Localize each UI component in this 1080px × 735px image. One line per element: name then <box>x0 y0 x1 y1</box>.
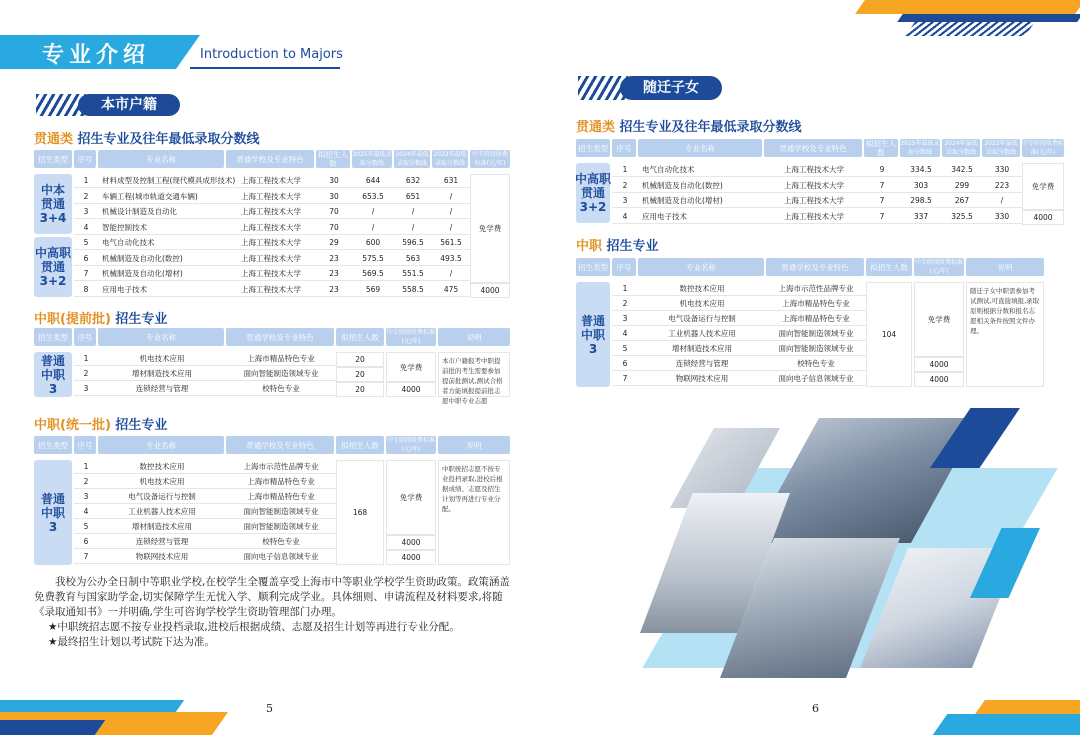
table-cell: / <box>411 222 415 232</box>
table-cell: 2 <box>83 369 89 378</box>
table-cell: 267 <box>954 196 970 205</box>
table-header-cell: 专业名称 <box>98 328 224 346</box>
table-guantong <box>34 150 512 300</box>
table-cell: 9 <box>879 165 885 174</box>
table-cell: 1 <box>622 284 628 293</box>
tag-suiqian: 随迁子女 <box>620 76 722 100</box>
table-cell: 增材制造技术应用 <box>672 344 732 353</box>
table-row <box>74 236 470 250</box>
footer-paragraph: 我校为公办全日制中等职业学校,在校学生全覆盖享受上海市中等职业学校学生资助政策。政策涵盖免费教育与国家助学金,切实保障学生无忧入学、顺利完成学业。具体细则、申请流程及材料要求,将随《录取通知书》一并明确,学生可咨询学校学生资助管理部门办理。 <box>34 576 510 618</box>
photo-collage <box>640 408 1060 693</box>
fee-amount: 4000 <box>914 372 964 387</box>
table-row <box>612 210 1022 224</box>
table-cell: 电气自动化技术 <box>102 238 155 247</box>
table-row <box>612 179 1022 193</box>
table-header-cell: 序号 <box>612 139 636 157</box>
table-cell: 2 <box>622 299 628 308</box>
table-cell: 337 <box>913 211 929 221</box>
table-header-cell: 专业名称 <box>98 150 224 168</box>
count-cell: 104 <box>866 282 912 387</box>
table-cell: 3 <box>83 207 89 216</box>
table-row <box>74 490 336 504</box>
table-cell: 上海工程技术大学 <box>241 253 301 263</box>
footer-text <box>34 575 512 650</box>
table-cell: 29 <box>329 238 339 247</box>
table-cell: 3 <box>83 384 89 393</box>
table-cell: 23 <box>329 269 339 278</box>
table-row <box>74 475 336 489</box>
fee-free: 免学费 <box>470 174 510 283</box>
table-row <box>74 267 470 281</box>
table-cell: 5 <box>83 522 89 531</box>
table-cell: 电气自动化技术 <box>642 165 695 174</box>
fee-amount: 4000 <box>386 535 436 550</box>
table-cell: 电气设备运行与控制 <box>668 314 736 323</box>
table-cell: 面向智能制造领域专业 <box>243 522 319 531</box>
top-right-decoration <box>840 0 1080 40</box>
table-header-cell: 拟招生人数 <box>336 436 384 454</box>
table-cell: 7 <box>879 196 885 205</box>
table-header-cell: 中专阶段收费标准(元/年) <box>386 437 435 453</box>
table-cell: 机械制造及自动化(数控) <box>102 253 183 263</box>
table-header-cell: 招生类型 <box>576 258 610 276</box>
group-label: 普通 中职 3 <box>34 460 72 565</box>
table-header-cell: 贯通学校及专业特色 <box>766 258 864 276</box>
table-cell: 上海工程技术大学 <box>784 180 844 190</box>
table-cell: 7 <box>83 552 89 561</box>
table-row <box>74 520 336 534</box>
table-cell: 325.5 <box>951 211 973 221</box>
group-label: 中高职 贯通 3+2 <box>34 237 72 297</box>
table-cell: 上海工程技术大学 <box>241 207 301 216</box>
table-header-cell: 贯通学校及专业特色 <box>226 436 334 454</box>
table-cell: / <box>449 207 453 216</box>
table-cell: 6 <box>622 359 628 368</box>
table-cell: 8 <box>83 284 89 294</box>
table-header-cell: 说明 <box>438 328 510 346</box>
table-cell: 增材制造技术应用 <box>132 522 192 531</box>
table-header-cell: 拟招生人数 <box>336 328 384 346</box>
table-cell: / <box>449 269 453 278</box>
table-cell: 493.5 <box>440 253 462 263</box>
table-header-cell: 2023年最低录取分数线 <box>433 151 467 167</box>
table-cell: 物联网技术应用 <box>675 374 729 383</box>
table-header-cell: 2023年最低录取分数线 <box>982 139 1020 157</box>
table-header-cell: 贯通学校及专业特色 <box>226 150 314 168</box>
table-cell: 机械制造及自动化(数控) <box>642 180 723 190</box>
table-cell: 334.5 <box>910 165 932 174</box>
table-cell: 面向智能制造领域专业 <box>778 329 854 338</box>
table-cell: / <box>371 207 375 216</box>
table-cell: 上海工程技术大学 <box>784 196 844 205</box>
table-row <box>612 327 866 341</box>
table-header-cell: 招生类型 <box>34 436 72 454</box>
table-row <box>612 312 866 326</box>
table-header-cell: 序号 <box>612 258 636 276</box>
table-header-cell: 说明 <box>438 436 510 454</box>
fee-amount: 4000 <box>386 550 436 565</box>
count-cell: 20 <box>336 382 384 397</box>
count-cell: 168 <box>336 460 384 565</box>
table-cell: 569.5 <box>362 269 384 278</box>
table-cell: 6 <box>83 253 89 263</box>
fee-amount: 4000 <box>470 283 510 298</box>
table-cell: 1 <box>83 462 89 471</box>
table-row <box>74 205 470 219</box>
table-cell: 上海市精品特色专业 <box>247 477 315 486</box>
table-cell: 7 <box>83 269 89 278</box>
fee-amount: 4000 <box>386 382 436 397</box>
section-title-guantong-right: 贯通类 招生专业及往年最低录取分数线 <box>576 120 802 135</box>
table-header-cell: 2024年最低录取分数线 <box>942 139 980 157</box>
table-header-cell: 专业名称 <box>638 139 762 157</box>
table-header-cell: 中专阶段收费标准(元/年) <box>471 151 508 167</box>
table-cell: 2 <box>83 477 89 486</box>
table-cell: 上海市精品特色专业 <box>782 314 850 323</box>
fee-free: 免学费 <box>386 460 436 535</box>
table-header-cell: 招生类型 <box>34 328 72 346</box>
table-row <box>74 367 336 381</box>
footer-note-2: ★最终招生计划以考试院下达为准。 <box>48 636 215 648</box>
table-cell: 7 <box>622 374 628 383</box>
table-cell: 330 <box>994 165 1010 174</box>
table-cell: 4 <box>83 222 89 232</box>
table-cell: 303 <box>913 180 929 190</box>
table-cell: 7 <box>879 211 885 221</box>
table-row <box>74 460 336 474</box>
table-cell: 机械设计制造及自动化 <box>102 207 177 216</box>
table-row <box>74 352 336 366</box>
table-header-cell: 序号 <box>74 150 96 168</box>
table-cell: 632 <box>405 176 421 185</box>
table-row <box>74 535 336 549</box>
table-cell: 物联网技术应用 <box>135 552 189 561</box>
fee-amount: 4000 <box>914 357 964 372</box>
table-cell: 上海工程技术大学 <box>241 191 301 201</box>
table-cell: 6 <box>83 537 89 546</box>
table-cell: 1 <box>83 354 89 363</box>
table-cell: 面向智能制造领域专业 <box>778 344 854 353</box>
table-header-cell: 招生类型 <box>34 150 72 168</box>
table-header-cell: 2025年最低录取分数线 <box>352 151 392 167</box>
table-cell: 面向智能制造领域专业 <box>243 369 319 378</box>
table-row <box>74 505 336 519</box>
table-cell: 工业机器人技术应用 <box>668 329 736 338</box>
table-cell: 机械制造及自动化(增材) <box>102 269 183 278</box>
section-title-tiqian: 中职(提前批) 招生专业 <box>34 312 168 327</box>
table-header-cell: 招生类型 <box>576 139 610 157</box>
table-header-cell: 拟招生人数 <box>318 150 348 168</box>
table-cell: 2 <box>622 180 628 190</box>
bottom-right-decoration <box>900 690 1080 735</box>
table-cell: 5 <box>83 238 89 247</box>
table-header-cell: 拟招生人数 <box>866 139 896 157</box>
table-cell: 5 <box>622 344 628 353</box>
table-cell: 299 <box>954 180 970 190</box>
table-cell: 电气设备运行与控制 <box>128 492 196 501</box>
fee-free: 免学费 <box>914 282 964 357</box>
table-cell: 连锁经营与管理 <box>135 537 189 546</box>
table-cell: 面向电子信息领域专业 <box>778 374 854 383</box>
section-title-tongyi: 中职(统一批) 招生专业 <box>34 418 168 433</box>
table-cell: 631 <box>443 176 459 185</box>
table-cell: 3 <box>622 196 628 205</box>
table-cell: 上海工程技术大学 <box>241 238 301 247</box>
header-underline <box>190 67 340 69</box>
table-cell: 上海市示范性品牌专业 <box>778 284 854 293</box>
section-title-zhongzhi: 中职 招生专业 <box>576 239 659 254</box>
fee-amount: 4000 <box>1022 210 1064 225</box>
footer-note-1: ★中职统招志愿不按专业投档录取,进校后根据成绩、志愿及招生计划等再进行专业分配。 <box>48 621 460 633</box>
tag-bendi: 本市户籍 <box>78 94 180 116</box>
table-cell: 653.5 <box>362 191 384 201</box>
bottom-left-decoration <box>0 690 260 735</box>
table-cell: 上海工程技术大学 <box>241 269 301 278</box>
table-cell: 569 <box>365 284 381 294</box>
group-label: 中本 贯通 3+4 <box>34 174 72 234</box>
table-row <box>612 282 866 296</box>
table-cell: 575.5 <box>362 253 384 263</box>
section-title-guantong: 贯通类 招生专业及往年最低录取分数线 <box>34 132 260 147</box>
table-header-cell: 贯通学校及专业特色 <box>226 328 334 346</box>
table-cell: / <box>449 191 453 201</box>
table-cell: 561.5 <box>440 238 462 247</box>
table-row <box>74 382 336 396</box>
table-tongyi <box>34 436 512 566</box>
table-cell: 342.5 <box>951 165 973 174</box>
table-cell: 面向智能制造领域专业 <box>243 507 319 516</box>
group-label: 普通 中职 3 <box>576 282 610 387</box>
table-cell: 644 <box>365 176 381 185</box>
fee-free: 免学费 <box>1022 163 1064 210</box>
table-cell: 连锁经营与管理 <box>675 359 729 368</box>
table-cell: 1 <box>622 165 628 174</box>
table-row <box>612 194 1022 208</box>
table-cell: 298.5 <box>910 196 932 205</box>
table-tiqian <box>34 328 512 403</box>
table-cell: 材料成型及控制工程(现代模具成形技术) <box>102 176 236 185</box>
group-label: 中高职 贯通 3+2 <box>576 163 610 223</box>
table-cell: 数控技术应用 <box>679 284 725 293</box>
table-cell: 校特色专业 <box>262 537 300 546</box>
table-row <box>74 550 336 564</box>
table-cell: 上海工程技术大学 <box>241 176 301 185</box>
table-cell: 30 <box>329 191 339 201</box>
table-cell: 上海市精品特色专业 <box>247 354 315 363</box>
table-cell: 上海市精品特色专业 <box>247 492 315 501</box>
table-cell: 增材制造技术应用 <box>132 369 192 378</box>
table-cell: 558.5 <box>402 284 424 294</box>
table-cell: 330 <box>994 211 1010 221</box>
table-cell: 1 <box>83 176 89 185</box>
table-cell: 工业机器人技术应用 <box>128 507 196 516</box>
table-row <box>74 221 470 235</box>
table-cell: 上海市精品特色专业 <box>782 299 850 308</box>
table-cell: 机械制造及自动化(增材) <box>642 196 723 205</box>
page-title: 专业介绍 <box>42 43 151 68</box>
table-cell: 23 <box>329 253 339 263</box>
table-row <box>74 252 470 266</box>
table-cell: 651 <box>405 191 421 201</box>
table-cell: 30 <box>329 176 339 185</box>
table-cell: 2 <box>83 191 89 201</box>
table-cell: 475 <box>443 284 459 294</box>
table-row <box>74 283 470 297</box>
table-cell: 上海工程技术大学 <box>241 222 301 232</box>
table-cell: 上海市示范性品牌专业 <box>243 462 319 471</box>
table-cell: 600 <box>365 238 381 247</box>
table-row <box>612 372 866 386</box>
table-cell: / <box>449 222 453 232</box>
table-cell: 校特色专业 <box>262 384 300 393</box>
table-cell: 面向电子信息领域专业 <box>243 552 319 561</box>
page-number-right: 6 <box>812 702 819 715</box>
table-cell: 上海工程技术大学 <box>784 211 844 221</box>
table-cell: 23 <box>329 284 339 294</box>
table-cell: 智能控制技术 <box>102 222 147 232</box>
table-cell: 上海工程技术大学 <box>784 165 844 174</box>
table-zhongzhi <box>576 258 1046 392</box>
table-guantong-right <box>575 139 1065 227</box>
table-cell: 车辆工程(城市轨道交通车辆) <box>102 191 198 201</box>
page-subtitle: Introduction to Majors <box>200 47 343 62</box>
table-cell: 机电技术应用 <box>139 477 185 486</box>
count-cell: 20 <box>336 367 384 382</box>
table-cell: 应用电子技术 <box>642 211 687 221</box>
table-header-cell: 中专阶段收费标准(元/年) <box>1022 140 1065 156</box>
table-cell: 数控技术应用 <box>139 462 185 471</box>
note-text: 随迁子女中职需参加考试测试,可直接填报,录取原则根据分数和报名志愿相关条件按照文件办理。 <box>966 282 1044 387</box>
table-cell: 70 <box>329 207 339 216</box>
table-cell: / <box>1000 196 1004 205</box>
table-row <box>612 357 866 371</box>
fee-free: 免学费 <box>386 352 436 382</box>
table-cell: 校特色专业 <box>797 359 835 368</box>
count-cell: 20 <box>336 352 384 367</box>
table-cell: 563 <box>405 253 421 263</box>
table-cell: 机电技术应用 <box>139 354 185 363</box>
table-cell: 70 <box>329 222 339 232</box>
group-label: 普通 中职 3 <box>34 352 72 397</box>
table-cell: 223 <box>994 180 1010 190</box>
table-header-cell: 说明 <box>966 258 1044 276</box>
table-header-cell: 拟招生人数 <box>866 258 912 276</box>
table-header-cell: 专业名称 <box>638 258 764 276</box>
table-row <box>612 163 1022 177</box>
table-row <box>612 297 866 311</box>
table-header-cell: 贯通学校及专业特色 <box>764 139 862 157</box>
table-header-cell: 中专阶段收费标准(元/年) <box>386 329 435 345</box>
table-cell: 连锁经营与管理 <box>135 384 189 393</box>
table-cell: 3 <box>83 492 89 501</box>
table-cell: / <box>411 207 415 216</box>
table-cell: 3 <box>622 314 628 323</box>
table-row <box>74 174 470 188</box>
note-text: 中职统招志愿不按专业投档录取,进校后根据成绩、志愿及招生计划等再进行专业分配。 <box>438 460 510 565</box>
table-cell: 4 <box>622 211 628 221</box>
table-cell: 应用电子技术 <box>102 284 147 294</box>
note-text: 本市户籍报考中职提前批的考生需要参加提前批测试,测试合格者方能填报提前批志愿中职专业志愿 <box>438 352 510 397</box>
table-row <box>74 190 470 204</box>
table-cell: 上海工程技术大学 <box>241 284 301 294</box>
table-cell: 4 <box>622 329 628 338</box>
table-header-cell: 序号 <box>74 436 96 454</box>
table-header-cell: 中专阶段收费标准(元/年) <box>914 259 963 275</box>
table-cell: 551.5 <box>402 269 424 278</box>
table-header-cell: 2024年最低录取分数线 <box>395 151 429 167</box>
table-header-cell: 2025年最低录取分数线 <box>900 140 940 156</box>
page-number-left: 5 <box>266 702 273 715</box>
table-cell: 4 <box>83 507 89 516</box>
table-header-cell: 专业名称 <box>98 436 224 454</box>
table-row <box>612 342 866 356</box>
table-cell: 7 <box>879 180 885 190</box>
table-cell: 596.5 <box>402 238 424 247</box>
table-cell: 机电技术应用 <box>679 299 725 308</box>
table-cell: / <box>371 222 375 232</box>
table-header-cell: 序号 <box>74 328 96 346</box>
